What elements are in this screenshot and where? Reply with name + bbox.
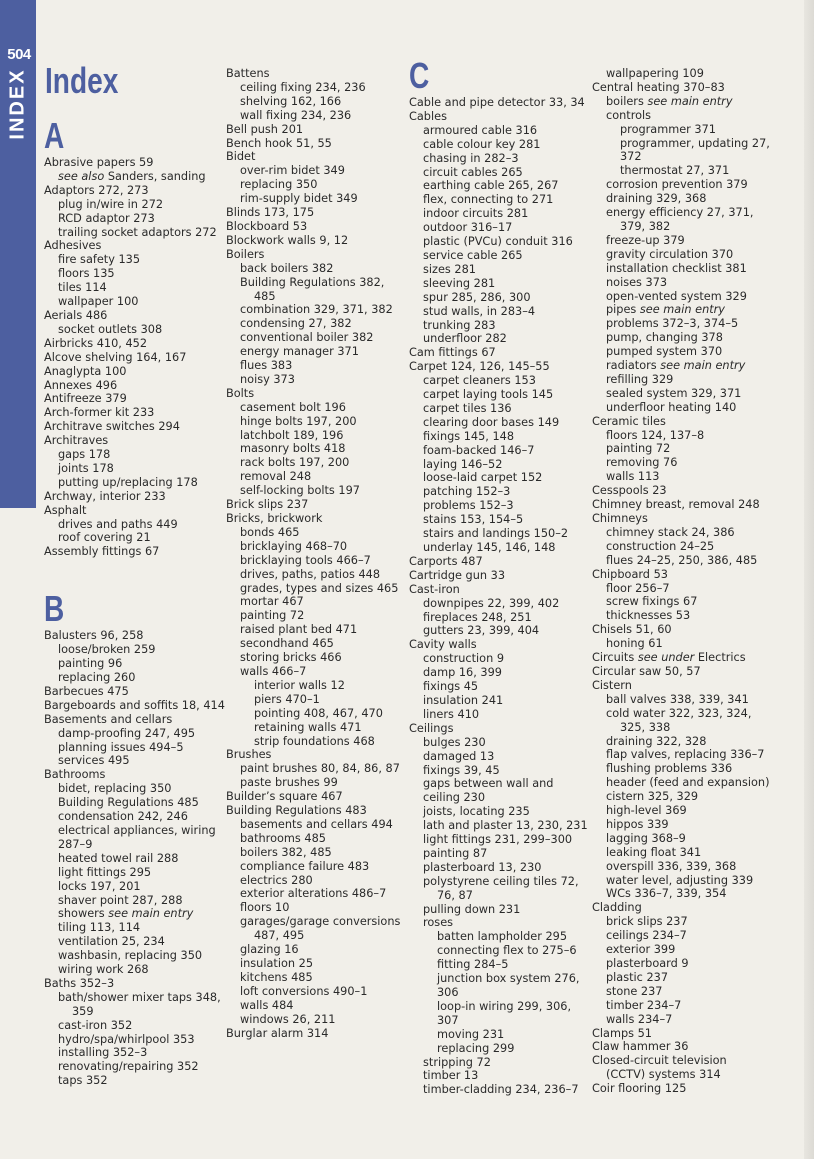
index-subentry: walls 113: [606, 470, 660, 484]
index-subentry: floors 135: [58, 267, 115, 281]
index-subentry: electrics 280: [240, 873, 313, 887]
index-entry: Blockboard 53: [226, 219, 308, 233]
index-subentry: mortar 467: [240, 595, 304, 609]
index-subentry: header (feed and expansion): [606, 776, 770, 790]
index-subentry: secondhand 465: [240, 637, 334, 651]
index-subentry: service cable 265: [423, 248, 523, 262]
index-subentry: combination 329, 371, 382: [240, 303, 393, 317]
index-subentry: patching 152–3: [423, 485, 511, 499]
index-subentry: floors 124, 137–8: [606, 428, 705, 442]
index-entry: Adaptors 272, 273: [44, 183, 149, 197]
index-entry: Cartridge gun 33: [409, 568, 506, 582]
index-subentry: open-vented system 329: [606, 289, 747, 303]
index-subentry: painting 96: [58, 657, 123, 671]
index-subentry: circuit cables 265: [423, 165, 523, 179]
index-entry: Clamps 51: [592, 1026, 652, 1040]
index-subentry: underfloor heating 140: [606, 400, 737, 414]
index-subentry: freeze-up 379: [606, 233, 685, 247]
index-subentry: construction 9: [423, 652, 505, 666]
index-subentry: 325, 338: [620, 720, 671, 734]
index-subentry: compliance failure 483: [240, 859, 370, 873]
index-entry: Basements and cellars: [44, 712, 173, 726]
index-entry: Assembly fittings 67: [44, 545, 160, 559]
index-entry: Cesspools 23: [592, 484, 667, 498]
index-sidebar-tab: [0, 0, 36, 508]
index-subentry: latchbolt 189, 196: [240, 428, 344, 442]
index-subentry: fixings 45: [423, 680, 479, 694]
index-subentry: gaps between wall and: [423, 777, 554, 791]
index-subentry: RCD adaptor 273: [58, 211, 155, 225]
index-subentry: strip foundations 468: [254, 734, 375, 748]
index-subentry: damaged 13: [423, 749, 495, 763]
page-title: Index: [45, 60, 119, 101]
index-subentry: lagging 368–9: [606, 831, 686, 845]
index-subentry: flushing problems 336: [606, 762, 733, 776]
index-subentry: fixings 39, 45: [423, 763, 500, 777]
index-subentry: rim-supply bidet 349: [240, 192, 358, 206]
index-entry: Circular saw 50, 57: [592, 664, 701, 678]
index-subentry: casement bolt 196: [240, 400, 346, 414]
index-subentry: washbasin, replacing 350: [58, 949, 203, 963]
index-subentry: brick slips 237: [606, 915, 688, 929]
index-subentry: rack bolts 197, 200: [240, 456, 350, 470]
index-subentry: problems 372–3, 374–5: [606, 317, 739, 331]
index-subentry: foam-backed 146–7: [423, 443, 535, 457]
index-subentry: plastic (PVCu) conduit 316: [423, 235, 573, 249]
index-subentry: roof covering 21: [58, 531, 151, 545]
index-subentry: fire safety 135: [58, 253, 141, 267]
index-entry: Architrave switches 294: [44, 420, 180, 434]
index-entry: Claw hammer 36: [592, 1040, 689, 1054]
index-subentry: construction 24–25: [606, 539, 715, 553]
index-entry: Coir flooring 125: [592, 1082, 687, 1096]
index-subentry: wallpaper 100: [58, 295, 139, 309]
index-subentry: loose-laid carpet 152: [423, 471, 543, 485]
index-subentry: 359: [72, 1004, 94, 1018]
index-subentry: installing 352–3: [58, 1046, 148, 1060]
index-entry: Ceramic tiles: [592, 414, 666, 428]
index-entry: Alcove shelving 164, 167: [44, 350, 187, 364]
section-label: INDEX: [6, 68, 29, 140]
index-subentry: boilers see main entry: [606, 94, 733, 108]
index-subentry: plastic 237: [606, 970, 669, 984]
index-subentry: cast-iron 352: [58, 1018, 133, 1032]
index-subentry: back boilers 382: [240, 261, 334, 275]
index-subentry: socket outlets 308: [58, 322, 163, 336]
index-subentry: ventilation 25, 234: [58, 935, 165, 949]
index-subentry: installation checklist 381: [606, 261, 747, 275]
index-entry: Archway, interior 233: [44, 489, 166, 503]
index-subentry: armoured cable 316: [423, 123, 538, 137]
index-entry: Balusters 96, 258: [44, 629, 144, 643]
index-subentry: putting up/replacing 178: [58, 475, 198, 489]
index-subentry: condensing 27, 382: [240, 317, 352, 331]
index-subentry: connecting flex to 275–6: [437, 944, 577, 958]
index-subentry: timber-cladding 234, 236–7: [423, 1083, 579, 1097]
index-subentry: thermostat 27, 371: [620, 164, 730, 178]
index-entry: Burglar alarm 314: [226, 1026, 329, 1040]
index-subentry: painting 87: [423, 846, 488, 860]
index-subentry: walls 484: [240, 998, 294, 1012]
index-entry: Cables: [409, 109, 447, 123]
index-subentry: sleeving 281: [423, 276, 496, 290]
index-subentry: showers see main entry: [58, 907, 194, 921]
index-subentry: joists, locating 235: [423, 805, 530, 819]
index-subentry: chasing in 282–3: [423, 151, 519, 165]
index-subentry: 379, 382: [620, 219, 671, 233]
index-entry: Brick slips 237: [226, 498, 309, 512]
index-subentry: thicknesses 53: [606, 609, 691, 623]
index-entry: Circuits see under Electrics: [592, 651, 746, 665]
index-subentry: controls: [606, 108, 652, 122]
index-subentry: tiling 113, 114: [58, 921, 141, 935]
index-entry: Cavity walls: [409, 638, 477, 652]
index-subentry: replacing 299: [437, 1041, 515, 1055]
index-subentry: floors 10: [240, 901, 290, 915]
index-subentry: programmer 371: [620, 122, 716, 136]
index-subentry: tiles 114: [58, 281, 107, 295]
index-subentry: bath/shower mixer taps 348,: [58, 990, 221, 1004]
index-column-4: [592, 67, 770, 1096]
index-subentry: replacing 260: [58, 671, 136, 684]
index-entry: Battens: [226, 67, 270, 80]
index-entry: Cistern: [592, 678, 632, 692]
index-subentry: 76, 87: [437, 888, 473, 902]
index-subentry: indoor circuits 281: [423, 207, 529, 221]
index-subentry: pointing 408, 467, 470: [254, 706, 383, 720]
index-subentry: underfloor 282: [423, 332, 507, 346]
page-edge: [804, 0, 814, 1159]
index-subentry: bulges 230: [423, 735, 486, 749]
index-entry: Bench hook 51, 55: [226, 136, 332, 150]
index-subentry: 307: [437, 1013, 459, 1027]
index-subentry: stud walls, in 283–4: [423, 304, 536, 318]
index-subentry: kitchens 485: [240, 970, 313, 984]
index-subentry: ceilings 234–7: [606, 929, 687, 943]
index-subentry: hydro/spa/whirlpool 353: [58, 1032, 195, 1046]
index-subentry: overspill 336, 339, 368: [606, 859, 737, 873]
index-subentry: laying 146–52: [423, 457, 503, 471]
index-subentry: sizes 281: [423, 262, 476, 276]
index-subentry: conventional boiler 382: [240, 331, 374, 345]
index-entry: Baths 352–3: [44, 976, 115, 990]
index-entry: Annexes 496: [44, 378, 118, 392]
index-entry: Asphalt: [44, 503, 87, 517]
index-subentry: lath and plaster 13, 230, 231: [423, 819, 588, 833]
index-subentry: insulation 241: [423, 693, 504, 707]
index-subentry: flap valves, replacing 336–7: [606, 748, 765, 762]
index-subentry: stains 153, 154–5: [423, 513, 524, 527]
index-subentry: plug in/wire in 272: [58, 197, 164, 211]
index-subentry: light fittings 295: [58, 865, 152, 879]
index-subentry: leaking float 341: [606, 845, 702, 859]
index-entry: Carports 487: [409, 554, 483, 568]
index-subentry: cold water 322, 323, 324,: [606, 706, 752, 720]
index-subentry: drives and paths 449: [58, 517, 178, 531]
index-entry: Ceilings: [409, 721, 454, 735]
index-subentry: loop-in wiring 299, 306,: [437, 999, 572, 1013]
index-subentry: bonds 465: [240, 525, 300, 539]
index-subentry: painting 72: [240, 609, 305, 623]
index-subentry: paste brushes 99: [240, 776, 338, 790]
index-subentry: screw fixings 67: [606, 595, 698, 609]
index-subentry: bricklaying tools 466–7: [240, 553, 371, 567]
index-subentry: refilling 329: [606, 372, 674, 386]
section-letter: C: [409, 55, 430, 96]
index-subentry: energy manager 371: [240, 345, 359, 359]
index-subentry: programmer, updating 27,: [620, 136, 770, 150]
index-subentry: joints 178: [58, 461, 114, 475]
index-entry: Arch-former kit 233: [44, 406, 155, 420]
index-entry: Adhesives: [44, 239, 102, 253]
index-subentry: exterior alterations 486–7: [240, 887, 387, 901]
index-entry: Bargeboards and soffits 18, 414: [44, 698, 225, 712]
page-number: 504: [7, 46, 31, 63]
index-subentry: storing bricks 466: [240, 651, 342, 665]
index-subentry: interior walls 12: [254, 678, 345, 692]
index-entry: Chisels 51, 60: [592, 623, 672, 637]
index-subentry: 306: [437, 986, 459, 999]
index-subentry: plasterboard 9: [606, 957, 689, 970]
index-subentry: noises 373: [606, 275, 668, 289]
index-subentry: stone 237: [606, 984, 663, 998]
index-subentry: gutters 23, 399, 404: [423, 624, 540, 638]
index-subentry: 287–9: [58, 837, 93, 851]
index-subentry: insulation 25: [240, 957, 314, 970]
index-subentry: heated towel rail 288: [58, 851, 179, 865]
index-subentry: polystyrene ceiling tiles 72,: [423, 874, 579, 888]
index-subentry: removing 76: [606, 456, 678, 470]
index-entry: Carpet 124, 126, 145–55: [409, 360, 550, 374]
index-subentry: boilers 382, 485: [240, 845, 332, 859]
index-subentry: electrical appliances, wiring: [58, 823, 216, 837]
index-subentry: 372: [620, 150, 642, 164]
index-subentry: ceiling fixing 234, 236: [240, 80, 366, 94]
index-subentry: flex, connecting to 271: [423, 193, 554, 207]
index-entry: Central heating 370–83: [592, 80, 725, 94]
index-subentry: batten lampholder 295: [437, 930, 568, 944]
index-subentry: draining 322, 328: [606, 734, 707, 748]
index-subentry: see also Sanders, sanding: [58, 169, 206, 183]
index-entry: Chimney breast, removal 248: [592, 498, 760, 512]
index-subentry: carpet cleaners 153: [423, 374, 536, 388]
index-subentry: windows 26, 211: [240, 1012, 336, 1026]
index-entry: Boilers: [226, 247, 265, 261]
index-entry: Abrasive papers 59: [44, 156, 154, 169]
index-subentry: gravity circulation 370: [606, 247, 734, 261]
index-subentry: pipes see main entry: [606, 303, 725, 317]
index-subentry: hinge bolts 197, 200: [240, 414, 357, 428]
index-subentry: replacing 350: [240, 178, 318, 192]
index-subentry: planning issues 494–5: [58, 740, 184, 754]
index-subentry: raised plant bed 471: [240, 623, 358, 637]
index-subentry: trailing socket adaptors 272: [58, 225, 217, 239]
index-subentry: taps 352: [58, 1074, 108, 1088]
index-subentry: locks 197, 201: [58, 879, 141, 893]
index-subentry: honing 61: [606, 637, 663, 651]
index-entry: Anaglypta 100: [44, 364, 127, 378]
index-subentry: problems 152–3: [423, 499, 514, 513]
index-subentry: underlay 145, 146, 148: [423, 541, 556, 554]
index-entry: Brushes: [226, 748, 272, 762]
index-subentry: cistern 325, 329: [606, 790, 699, 804]
index-entry: Bathrooms: [44, 768, 106, 782]
index-subentry: timber 13: [423, 1069, 479, 1083]
index-subentry: light fittings 231, 299–300: [423, 833, 573, 847]
index-subentry: pulling down 231: [423, 902, 521, 916]
index-subentry: self-locking bolts 197: [240, 484, 360, 498]
section-letter: A: [44, 115, 65, 156]
index-subentry: high-level 369: [606, 804, 687, 818]
index-subentry: fireplaces 248, 251: [423, 610, 532, 624]
index-entry: Chimneys: [592, 512, 648, 525]
index-entry: Blinds 173, 175: [226, 206, 315, 220]
index-subentry: painting 72: [606, 442, 671, 456]
index-subentry: paint brushes 80, 84, 86, 87: [240, 762, 400, 776]
index-subentry: roses: [423, 916, 454, 930]
index-subentry: walls 466–7: [240, 664, 307, 678]
index-column-2: [226, 67, 400, 1040]
index-entry: Chipboard 53: [592, 567, 668, 581]
index-subentry: ceiling 230: [423, 791, 486, 805]
index-subentry: downpipes 22, 399, 402: [423, 596, 560, 610]
index-subentry: (CCTV) systems 314: [606, 1068, 721, 1082]
index-entry: Blockwork walls 9, 12: [226, 233, 349, 247]
index-subentry: hippos 339: [606, 817, 669, 831]
index-subentry: drives, paths, patios 448: [240, 567, 381, 581]
index-entry: Bidet: [226, 150, 256, 164]
index-entry: Cladding: [592, 901, 642, 915]
index-entry: Bell push 201: [226, 122, 304, 136]
index-subentry: gaps 178: [58, 448, 111, 462]
index-subentry: carpet laying tools 145: [423, 388, 554, 402]
index-subentry: walls 234–7: [606, 1012, 673, 1026]
index-column-3: [409, 56, 588, 1097]
index-subentry: garages/garage conversions: [240, 915, 401, 929]
index-subentry: WCs 336–7, 339, 354: [606, 887, 727, 901]
index-subentry: flues 24–25, 250, 386, 485: [606, 553, 758, 567]
index-subentry: trunking 283: [423, 318, 496, 332]
index-subentry: bidet, replacing 350: [58, 782, 172, 796]
index-subentry: fixings 145, 148: [423, 429, 515, 443]
index-entry: Building Regulations 483: [226, 804, 367, 818]
index-subentry: wallpapering 109: [606, 67, 704, 80]
index-subentry: chimney stack 24, 386: [606, 525, 735, 539]
index-subentry: sealed system 329, 371: [606, 386, 742, 400]
index-subentry: draining 329, 368: [606, 192, 707, 206]
index-entry: Bolts: [226, 386, 255, 400]
index-entry: Aerials 486: [44, 308, 108, 322]
section-gap: [44, 559, 225, 589]
index-subentry: Building Regulations 382,: [240, 275, 385, 289]
index-entry: Cast-iron: [409, 582, 460, 596]
index-subentry: damp 16, 399: [423, 666, 502, 680]
index-subentry: radiators see main entry: [606, 359, 746, 373]
index-subentry: cable colour key 281: [423, 137, 541, 151]
index-entry: Cable and pipe detector 33, 34: [409, 96, 585, 109]
index-entry: Antifreeze 379: [44, 392, 127, 406]
index-subentry: carpet tiles 136: [423, 401, 512, 415]
index-subentry: outdoor 316–17: [423, 221, 513, 235]
index-subentry: loft conversions 490–1: [240, 984, 368, 998]
index-subentry: bricklaying 468–70: [240, 539, 348, 553]
index-subentry: water level, adjusting 339: [606, 873, 754, 887]
index-subentry: damp-proofing 247, 495: [58, 726, 196, 740]
index-subentry: floor 256–7: [606, 581, 670, 595]
index-subentry: over-rim bidet 349: [240, 164, 345, 178]
index-subentry: wall fixing 234, 236: [240, 108, 352, 122]
index-subentry: timber 234–7: [606, 998, 682, 1012]
index-subentry: exterior 399: [606, 943, 676, 957]
index-subentry: pumped system 370: [606, 345, 723, 359]
index-subentry: clearing door bases 149: [423, 415, 560, 429]
index-subentry: grades, types and sizes 465: [240, 581, 399, 595]
index-subentry: spur 285, 286, 300: [423, 290, 531, 304]
index-subentry: condensation 242, 246: [58, 810, 188, 824]
index-subentry: 487, 495: [254, 929, 305, 943]
index-entry: Airbricks 410, 452: [44, 336, 148, 350]
index-subentry: 485: [254, 289, 276, 303]
index-subentry: liners 410: [423, 707, 480, 721]
index-subentry: earthing cable 265, 267: [423, 179, 559, 193]
index-subentry: glazing 16: [240, 943, 299, 957]
index-subentry: energy efficiency 27, 371,: [606, 206, 754, 220]
index-entry: Builder’s square 467: [226, 790, 343, 804]
section-letter: B: [44, 588, 65, 630]
index-column-1: [44, 116, 225, 1088]
index-entry: Bricks, brickwork: [226, 512, 323, 525]
index-entry: Barbecues 475: [44, 684, 129, 698]
index-subentry: pump, changing 378: [606, 331, 723, 345]
index-subentry: corrosion prevention 379: [606, 178, 748, 192]
index-subentry: removal 248: [240, 470, 312, 484]
index-subentry: services 495: [58, 754, 130, 768]
index-subentry: Building Regulations 485: [58, 796, 199, 810]
index-subentry: plasterboard 13, 230: [423, 860, 542, 874]
index-subentry: loose/broken 259: [58, 643, 156, 657]
index-subentry: shaver point 287, 288: [58, 893, 183, 907]
index-entry: Cam fittings 67: [409, 346, 496, 360]
index-subentry: shelving 162, 166: [240, 94, 342, 108]
index-subentry: ball valves 338, 339, 341: [606, 692, 749, 706]
index-subentry: junction box system 276,: [437, 972, 580, 986]
index-subentry: fitting 284–5: [437, 958, 509, 972]
index-subentry: retaining walls 471: [254, 720, 362, 734]
index-subentry: masonry bolts 418: [240, 442, 346, 456]
index-subentry: renovating/repairing 352: [58, 1060, 199, 1074]
index-subentry: stripping 72: [423, 1055, 491, 1069]
index-subentry: flues 383: [240, 359, 293, 373]
index-subentry: wiring work 268: [58, 963, 149, 977]
index-subentry: bathrooms 485: [240, 831, 326, 845]
index-entry: Architraves: [44, 434, 109, 448]
index-subentry: stairs and landings 150–2: [423, 527, 569, 541]
index-entry: Closed-circuit television: [592, 1054, 727, 1068]
index-subentry: noisy 373: [240, 372, 295, 386]
index-subentry: piers 470–1: [254, 692, 320, 706]
index-subentry: moving 231: [437, 1027, 505, 1041]
index-subentry: basements and cellars 494: [240, 817, 393, 831]
